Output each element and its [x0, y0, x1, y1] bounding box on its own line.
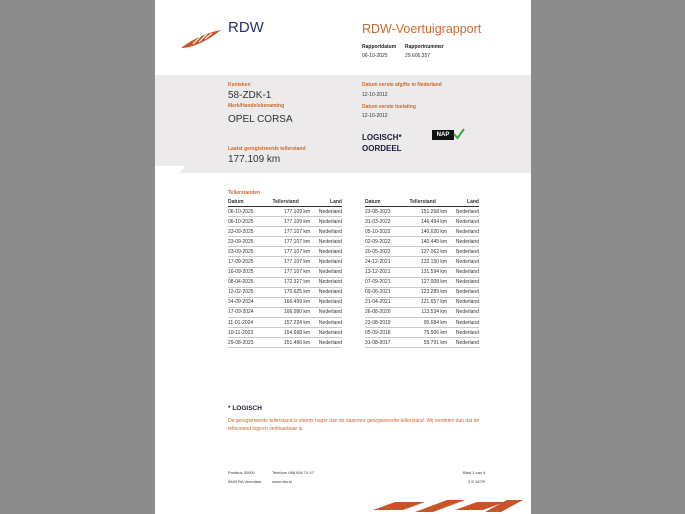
rdw-logo-icon — [179, 28, 223, 50]
row-land: Nederland — [318, 318, 342, 328]
row-land: Nederland — [318, 338, 342, 348]
table-row — [365, 287, 479, 297]
row-land: Nederland — [318, 227, 342, 237]
col-tellerstand: Tellerstand — [272, 198, 318, 207]
table-row — [228, 318, 342, 328]
nap-badge-text: NAP — [436, 132, 450, 138]
row-land: Nederland — [318, 307, 342, 317]
row-datum: 02-09-2022 — [365, 237, 409, 247]
row-land: Nederland — [318, 207, 342, 217]
footer-web: www.rdw.nl — [272, 479, 293, 484]
row-datum: 08-04-2025 — [228, 277, 272, 287]
col-tellerstand: Tellerstand — [409, 198, 455, 207]
col-land: Land — [318, 198, 342, 207]
row-datum: 07-09-2021 — [365, 277, 409, 287]
table-row — [365, 277, 479, 287]
row-land: Nederland — [318, 328, 342, 338]
row-datum: 10-11-2023 — [228, 328, 272, 338]
vehicle-summary-band — [155, 75, 531, 173]
footer-stripes-graphic — [365, 496, 525, 514]
table-row — [228, 247, 342, 257]
row-datum: 05-09-2018 — [365, 328, 409, 338]
table-row — [365, 207, 479, 217]
table-row — [365, 328, 479, 338]
row-land: Nederland — [455, 237, 479, 247]
merk-label: Merk/Handelsbenaming — [228, 103, 285, 109]
row-tellerstand: 166.499 km — [272, 297, 318, 307]
oordeel-line2: OORDEEL — [362, 144, 402, 153]
row-tellerstand: 140.445 km — [409, 237, 455, 247]
row-datum: 16-09-2025 — [228, 267, 272, 277]
row-tellerstand: 170.625 km — [272, 287, 318, 297]
row-tellerstand: 75.506 km — [409, 328, 455, 338]
row-datum: 23-09-2025 — [228, 247, 272, 257]
table-row — [228, 328, 342, 338]
row-datum: 20-05-2022 — [365, 247, 409, 257]
row-land: Nederland — [318, 267, 342, 277]
footer-telefoon: Telefoon 088 006 74 47 — [272, 470, 314, 475]
row-datum: 21-04-2021 — [365, 297, 409, 307]
row-tellerstand: 172.327 km — [272, 277, 318, 287]
row-tellerstand: 131.594 km — [409, 267, 455, 277]
row-land: Nederland — [455, 227, 479, 237]
table-row — [365, 217, 479, 227]
report-page — [155, 0, 531, 514]
row-datum: 11-01-2024 — [228, 318, 272, 328]
row-datum: 13-12-2021 — [365, 267, 409, 277]
row-tellerstand: 157.224 km — [272, 318, 318, 328]
table-row — [228, 217, 342, 227]
table-row — [228, 287, 342, 297]
row-datum: 12-02-2025 — [228, 287, 272, 297]
eerste-toelating-value: 12-10-2012 — [362, 113, 388, 119]
row-datum: 23-09-2025 — [228, 237, 272, 247]
row-land: Nederland — [455, 247, 479, 257]
rapportdatum-value: 06-10-2025 — [362, 53, 388, 59]
table-row — [228, 207, 342, 217]
row-tellerstand: 113.534 km — [409, 307, 455, 317]
oordeel — [362, 132, 402, 154]
table-row — [365, 247, 479, 257]
table-row — [228, 267, 342, 277]
row-datum: 23-08-2019 — [365, 318, 409, 328]
table-row — [365, 307, 479, 317]
footer-code: 3 E 1679* — [468, 479, 486, 484]
row-tellerstand: 137.062 km — [409, 247, 455, 257]
row-land: Nederland — [455, 217, 479, 227]
row-datum: 06-10-2025 — [228, 207, 272, 217]
footer-city: 9640 RA Veendam — [228, 479, 262, 484]
row-tellerstand: 177.107 km — [272, 227, 318, 237]
row-land: Nederland — [318, 257, 342, 267]
row-tellerstand: 132.150 km — [409, 257, 455, 267]
row-land: Nederland — [455, 318, 479, 328]
footer-postbus: Postbus 30000 — [228, 470, 255, 475]
tellerstanden-table-right — [365, 198, 479, 348]
rapportdatum-label: Rapportdatum — [362, 44, 397, 50]
row-datum: 05-10-2022 — [365, 227, 409, 237]
row-land: Nederland — [318, 277, 342, 287]
row-land: Nederland — [318, 287, 342, 297]
row-tellerstand: 177.109 km — [272, 207, 318, 217]
teller-label: Laatst geregistreerde tellerstand — [228, 146, 306, 152]
row-tellerstand: 177.107 km — [272, 237, 318, 247]
kenteken-value: 58-ZDK-1 — [228, 90, 272, 101]
row-tellerstand: 127.008 km — [409, 277, 455, 287]
row-tellerstand: 55.791 km — [409, 338, 455, 348]
tellerstanden-table-left — [228, 198, 342, 348]
note-body: De geregistreerde tellerstand is steeds hoger dan de daarvoor geregistreerde tellerstand. Wij oordelen dan dat de tellerstand logisch verklaarbaar is. — [228, 418, 480, 432]
footer-blad: Blad 1 van 4 — [463, 470, 486, 475]
table-row — [365, 237, 479, 247]
rapportnummer-value: 29.606.357 — [405, 53, 431, 59]
eerste-afgifte-label: Datum eerste afgifte in Nederland — [362, 82, 442, 88]
row-tellerstand: 151.466 km — [272, 338, 318, 348]
row-tellerstand: 154.668 km — [272, 328, 318, 338]
kenteken-label: Kenteken — [228, 82, 251, 88]
table-row — [365, 257, 479, 267]
report-title: RDW-Voertuigrapport — [362, 22, 482, 36]
table-row — [365, 338, 479, 348]
row-tellerstand: 123.289 km — [409, 287, 455, 297]
row-land: Nederland — [455, 277, 479, 287]
row-land: Nederland — [455, 297, 479, 307]
band-notch — [155, 166, 531, 176]
row-land: Nederland — [455, 338, 479, 348]
row-tellerstand: 166.080 km — [272, 307, 318, 317]
row-datum: 17-09-2024 — [228, 307, 272, 317]
col-datum: Datum — [365, 198, 409, 207]
nap-badge — [432, 130, 454, 140]
row-datum: 24-09-2024 — [228, 297, 272, 307]
row-land: Nederland — [318, 247, 342, 257]
table-row — [365, 227, 479, 237]
row-tellerstand: 121.657 km — [409, 297, 455, 307]
row-land: Nederland — [318, 237, 342, 247]
col-datum: Datum — [228, 198, 272, 207]
table-row — [228, 257, 342, 267]
row-datum: 24-12-2021 — [365, 257, 409, 267]
table-row — [365, 318, 479, 328]
row-tellerstand: 151.268 km — [409, 207, 455, 217]
row-datum: 29-08-2023 — [228, 338, 272, 348]
table-row — [228, 227, 342, 237]
row-tellerstand: 177.107 km — [272, 257, 318, 267]
row-land: Nederland — [455, 307, 479, 317]
row-land: Nederland — [455, 267, 479, 277]
row-tellerstand: 177.107 km — [272, 267, 318, 277]
col-land: Land — [455, 198, 479, 207]
row-datum: 23-08-2023 — [365, 207, 409, 217]
checkmark-icon — [453, 128, 465, 140]
table-row — [228, 338, 342, 348]
row-tellerstand: 140.620 km — [409, 227, 455, 237]
row-tellerstand: 146.494 km — [409, 217, 455, 227]
row-datum: 31-08-2017 — [365, 338, 409, 348]
table-row — [228, 297, 342, 307]
row-datum: 06-10-2025 — [228, 217, 272, 227]
merk-value: OPEL CORSA — [228, 114, 293, 125]
tellerstanden-title: Tellerstanden — [228, 190, 261, 196]
row-datum: 23-09-2025 — [228, 227, 272, 237]
row-land: Nederland — [455, 328, 479, 338]
row-datum: 17-09-2025 — [228, 257, 272, 267]
row-datum: 31-03-2023 — [365, 217, 409, 227]
row-tellerstand: 177.107 km — [272, 247, 318, 257]
row-land: Nederland — [455, 257, 479, 267]
rapportnummer-label: Rapportnummer — [405, 44, 444, 50]
row-land: Nederland — [318, 217, 342, 227]
row-land: Nederland — [455, 287, 479, 297]
oordeel-line1: LOGISCH* — [362, 133, 402, 142]
teller-value: 177.109 km — [228, 154, 281, 165]
table-row — [228, 277, 342, 287]
table-row — [365, 267, 479, 277]
table-row — [228, 237, 342, 247]
note-title: * LOGISCH — [228, 405, 262, 412]
table-row — [228, 307, 342, 317]
eerste-afgifte-value: 12-10-2012 — [362, 92, 388, 98]
org-name: RDW — [228, 19, 264, 36]
eerste-toelating-label: Datum eerste toelating — [362, 104, 416, 110]
row-tellerstand: 95.684 km — [409, 318, 455, 328]
row-datum: 26-08-2020 — [365, 307, 409, 317]
row-land: Nederland — [455, 207, 479, 217]
row-tellerstand: 177.109 km — [272, 217, 318, 227]
table-row — [365, 297, 479, 307]
row-land: Nederland — [318, 297, 342, 307]
row-datum: 09-06-2021 — [365, 287, 409, 297]
